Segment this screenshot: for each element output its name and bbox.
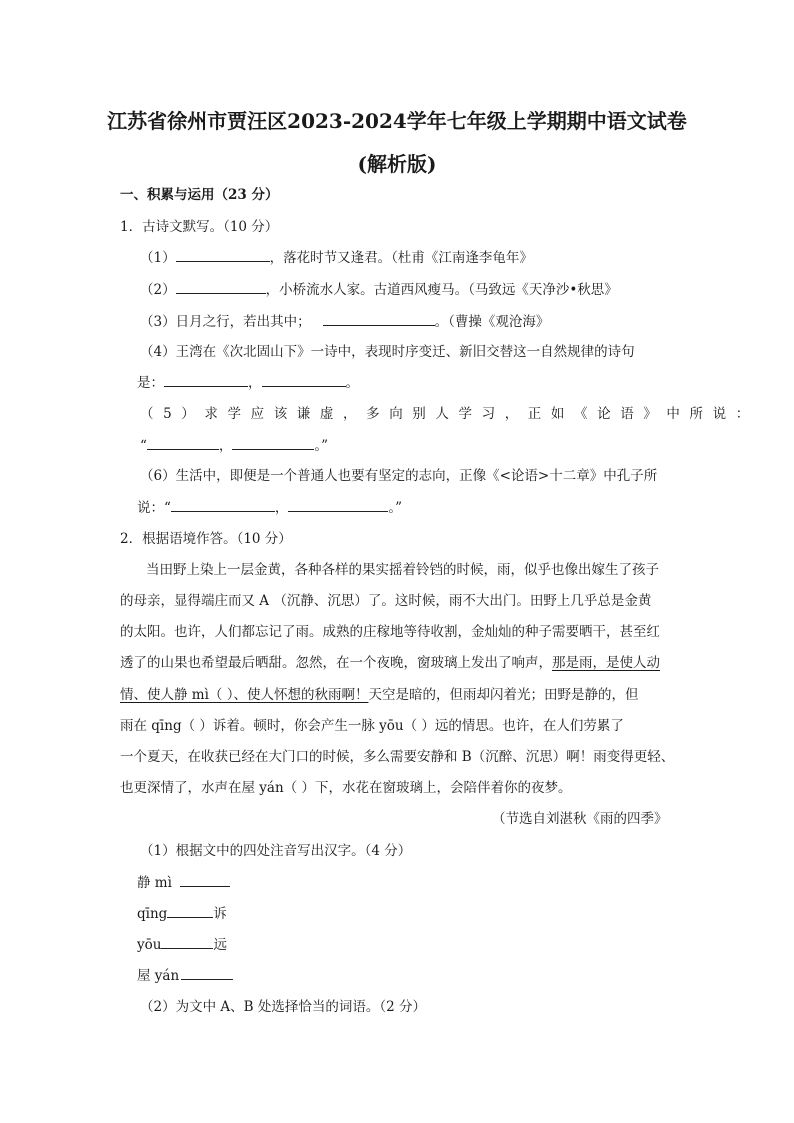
answer-blank[interactable] bbox=[181, 966, 233, 980]
q1-item-6-line1: （6）生活中，即便是一个普通人也要有坚定的志向，正像《<论语>十二章》中孔子所 bbox=[140, 468, 658, 484]
passage-line: 情、使人静 mì（ ）、使人怀想的秋雨啊！天空是暗的，但雨却闪着光；田野是静的，但 bbox=[120, 687, 639, 703]
passage-line: 一个夏天，在收获已经在大门口的时候，多么需要安静和 B（沉醉、沉思）啊！雨变得更轻、 bbox=[120, 749, 675, 765]
q1-item-1: （1） ，落花时节又逢君。（杜甫《江南逢李龟年》 bbox=[140, 250, 533, 266]
q1-item-2: （2） ，小桥流水人家。古道西风瘦马。（马致远《天净沙•秋思》 bbox=[140, 282, 618, 298]
answer-blank[interactable] bbox=[176, 280, 266, 294]
passage-line: 也更深情了，水声在屋 yán（ ）下，水花在窗玻璃上，会陪伴着你的夜梦。 bbox=[120, 780, 572, 796]
pinyin-answer-2: qīng 诉 bbox=[137, 906, 227, 922]
underlined-sentence: 那是雨，是使人动 bbox=[552, 655, 660, 671]
q1-item-6-line2: 说：“ ， 。” bbox=[137, 500, 403, 516]
passage-line: 透了的山果也希望最后晒甜。忽然，在一个夜晚，窗玻璃上发出了响声，那是雨，是使人动 bbox=[120, 655, 660, 671]
pinyin-answer-1: 静 mì bbox=[137, 873, 230, 892]
passage-line: 的太阳。也许，人们都忘记了雨。成熟的庄稼地等待收割，金灿灿的种子需要晒干，甚至红 bbox=[120, 624, 660, 640]
q1-item-4-line1: （4）王湾在《次北固山下》一诗中，表现时序变迁、新旧交替这一自然规律的诗句 bbox=[140, 344, 635, 360]
section-heading: 一、积累与运用（23 分） bbox=[120, 187, 279, 203]
pinyin-answer-3: yōu 远 bbox=[137, 937, 227, 953]
answer-blank[interactable] bbox=[323, 312, 435, 326]
answer-blank[interactable] bbox=[147, 436, 219, 450]
q2-header: 2．根据语境作答。（10 分） bbox=[120, 531, 292, 547]
q1-item-3: （3）日月之行，若出其中； 。（曹操《观沧海》 bbox=[140, 314, 550, 330]
answer-blank[interactable] bbox=[180, 873, 230, 887]
q2-subquestion-1: （1）根据文中的四处注音写出汉字。（4 分） bbox=[140, 843, 412, 859]
answer-blank[interactable] bbox=[164, 373, 248, 387]
q1-item-5-line2: “ ， 。” bbox=[140, 438, 329, 454]
q1-header: 1．古诗文默写。（10 分） bbox=[120, 219, 279, 235]
passage-line: 雨在 qīng（ ）诉着。顿时，你会产生一脉 yōu（ ）远的情思。也许，在人们劳累了 bbox=[120, 718, 624, 734]
q1-item-5-line1: （5）求学应该谦虚，多向别人学习，正如《论语》中所说： bbox=[140, 406, 759, 422]
answer-blank[interactable] bbox=[232, 436, 314, 450]
q1-item-4-line2: 是： ， 。 bbox=[137, 375, 359, 391]
answer-blank[interactable] bbox=[161, 935, 213, 949]
exam-subtitle: (解析版) bbox=[357, 152, 437, 176]
passage-line: 当田野上染上一层金黄，各种各样的果实摇着铃铛的时候，雨，似乎也像出嫁生了孩子 bbox=[146, 562, 659, 578]
underlined-sentence: 情、使人静 mì（ ）、使人怀想的秋雨啊！ bbox=[120, 687, 369, 703]
passage-source: （节选自刘湛秋《雨的四季》 bbox=[492, 811, 668, 827]
pinyin-answer-4: 屋 yán bbox=[137, 966, 233, 985]
answer-blank[interactable] bbox=[171, 498, 275, 512]
answer-blank[interactable] bbox=[176, 248, 270, 262]
q2-subquestion-2: （2）为文中 A、B 处选择恰当的词语。（2 分） bbox=[140, 999, 426, 1015]
answer-blank[interactable] bbox=[262, 373, 346, 387]
answer-blank[interactable] bbox=[167, 904, 213, 918]
answer-blank[interactable] bbox=[288, 498, 388, 512]
passage-line: 的母亲，显得端庄而又 A （沉静、沉思）了。这时候，雨不大出门。田野上几乎总是金黄 bbox=[120, 593, 652, 609]
exam-title: 江苏省徐州市贾汪区2023-2024学年七年级上学期期中语文试卷 bbox=[107, 109, 687, 133]
